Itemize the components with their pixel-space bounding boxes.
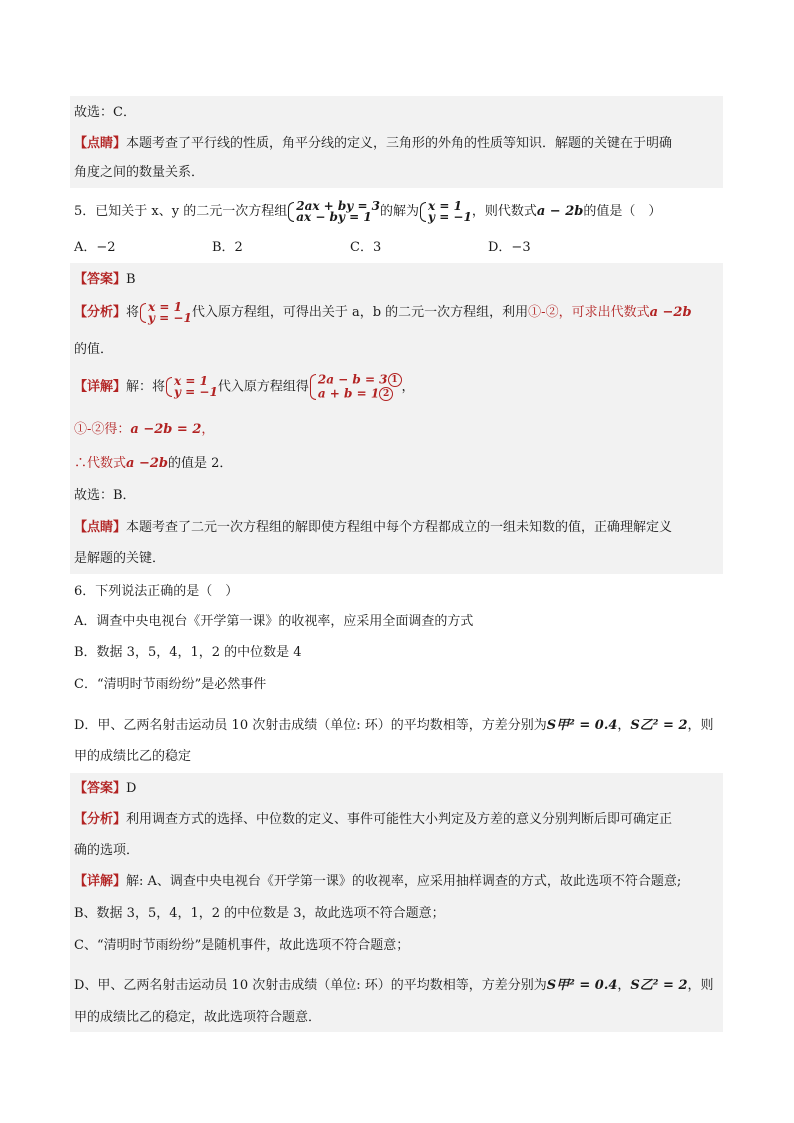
q6-option-d-s1: S甲² = 0.4 [546, 718, 618, 733]
q5-stem-b: 的解为 [380, 204, 420, 219]
q5-step2 [74, 454, 727, 474]
q6-answer [74, 779, 727, 799]
circled-2-icon: 2 [379, 387, 393, 401]
q5-detail-eq2: a + b = 1 2 [318, 387, 402, 401]
q5-analysis-a: 将 [126, 305, 140, 320]
q6-option-b: B．数据 3，5，4，1，2 的中位数是 4 [74, 645, 302, 660]
q6-detail-d-mid: ， [617, 978, 631, 993]
q5-options [74, 238, 727, 258]
q6-option-d [74, 716, 727, 736]
q6-analysis-text: 利用调查方式的选择、中位数的定义、事件可能性大小判定及方差的意义分别判断后即可确定正 [126, 812, 673, 827]
q5-step1-expr: a −2b = 2 [130, 422, 202, 437]
q5-detail [74, 373, 727, 401]
q5-detail-x: x = 1 [174, 374, 208, 388]
q5-comment-line2: 是解题的关键． [74, 551, 166, 566]
q5-analysis-tag: 【分析】 [74, 305, 127, 320]
q5-step2-a: ∴代数式 [74, 456, 127, 471]
q5-step2-expr: a −2b [126, 456, 168, 471]
q5-analysis [74, 300, 727, 326]
q5-option-b: B．2 [212, 240, 243, 255]
q6-detail-d-s1: S甲² = 0.4 [546, 978, 618, 993]
q5-stem-d: 的值是（ ） [583, 204, 662, 219]
q6-option-c: C．“清明时节雨纷纷”是必然事件 [74, 677, 267, 692]
q6-detail-tag: 【详解】 [74, 874, 127, 889]
q5-answer-tag: 【答案】 [74, 272, 127, 287]
q5-analysis-b: 代入原方程组，可得出关于 a，b 的二元一次方程组，利用 [191, 305, 529, 320]
q5-detail-eq1: 2a − b = 3 1 [318, 373, 402, 387]
q6-stem: 6．下列说法正确的是（ ） [74, 584, 239, 599]
q5-solution-system [419, 198, 472, 224]
q5-equation-system [287, 198, 381, 224]
q6-option-a: A．调查中央电视台《开学第一课》的收视率，应采用全面调查的方式 [74, 614, 474, 629]
q5-choice: 故选：B． [74, 488, 136, 503]
q5-step2-b: 的值是 2． [168, 456, 233, 471]
q6-option-d-s2: S乙² = 2 [630, 718, 688, 733]
q5-stem [74, 199, 727, 225]
q5-comment-text: 本题考查了二元一次方程组的解即使方程组中每个方程都成立的一组未知数的值，正确理解定义 [126, 520, 673, 535]
q6-detail-d-line2: 甲的成绩比乙的稳定，故此选项符合题意． [74, 1010, 322, 1025]
q5-detail-solution [165, 376, 218, 398]
q5-stem-a: 5．已知关于 x、y 的二元一次方程组 [74, 204, 288, 219]
q5-answer [74, 270, 727, 290]
q5-answer-value: B [126, 272, 136, 287]
q6-answer-tag: 【答案】 [74, 781, 127, 796]
q5-analysis-y: y = −1 [148, 310, 192, 325]
q5-analysis-line2: 的值． [74, 342, 114, 357]
q4-answer-choice: 故选：C． [74, 105, 136, 120]
q6-detail-d-b: ，则 [687, 978, 714, 993]
q6-detail-c: C、“清明时节雨纷纷”是随机事件，故此选项不符合题意； [74, 938, 410, 953]
q5-analysis-x: x = 1 [148, 299, 182, 314]
q5-detail-y: y = −1 [174, 385, 218, 399]
q6-option-d-mid: ， [617, 718, 631, 733]
q4-comment-tag: 【点睛】 [74, 136, 127, 151]
q5-sol-y: y = −1 [428, 209, 472, 224]
q6-option-d-a: D．甲、乙两名射击运动员 10 次射击成绩（单位: 环）的平均数相等，方差分别为 [74, 718, 547, 733]
q6-detail-a: 解: A、调查中央电视台《开学第一课》的收视率，应采用抽样调查的方式，故此选项不符合题意; [126, 874, 682, 889]
q5-comment-tag: 【点睛】 [74, 520, 127, 535]
q4-comment-text: 本题考查了平行线的性质，角平分线的定义，三角形的外角的性质等知识．解题的关键在于明确 [126, 136, 673, 151]
q5-option-c: C．3 [350, 240, 382, 255]
q5-step1 [74, 420, 727, 440]
q6-analysis [74, 810, 727, 830]
q6-detail-b: B、数据 3，5，4，1，2 的中位数是 3，故此选项不符合题意； [74, 906, 445, 921]
q5-option-a: A．−2 [74, 240, 116, 255]
q5-eq2: ax − by = 1 [296, 209, 372, 224]
q6-detail-d-s2: S乙² = 2 [630, 978, 688, 993]
q6-answer-value: D [126, 781, 137, 796]
q5-analysis-c: ①-②，可求出代数式 [528, 305, 650, 320]
q4-comment [74, 134, 727, 154]
q5-analysis-expr: a −2b [649, 305, 692, 320]
q5-detail-system [309, 373, 402, 401]
q6-analysis-tag: 【分析】 [74, 812, 127, 827]
q5-eq1: 2ax + by = 3 [296, 198, 381, 213]
q5-analysis-system [139, 299, 192, 325]
q5-comment [74, 518, 727, 538]
q6-detail-d-a: D、甲、乙两名射击运动员 10 次射击成绩（单位: 环）的平均数相等，方差分别为 [74, 978, 547, 993]
q5-detail-tag: 【详解】 [74, 379, 127, 395]
q6-option-d-line2: 甲的成绩比乙的稳定 [74, 749, 192, 764]
q5-option-d: D．−3 [488, 240, 531, 255]
q6-detail-d [74, 976, 727, 996]
q5-step1-b: ， [201, 422, 215, 437]
q5-stem-expr: a − 2b [536, 204, 584, 219]
q6-option-d-b: ，则 [687, 718, 714, 733]
circled-1-icon: 1 [388, 373, 402, 387]
q5-stem-c: ，则代数式 [471, 204, 537, 219]
q6-detail [74, 872, 727, 892]
q5-detail-c: ， [401, 379, 415, 395]
q5-detail-a: 解：将 [126, 379, 166, 395]
q5-sol-x: x = 1 [428, 198, 462, 213]
q5-step1-a: ①-②得： [74, 422, 131, 437]
q5-detail-b: 代入原方程组得 [217, 379, 309, 395]
q4-comment-line2: 角度之间的数量关系． [74, 165, 205, 180]
q6-analysis-line2: 确的选项． [74, 843, 140, 858]
